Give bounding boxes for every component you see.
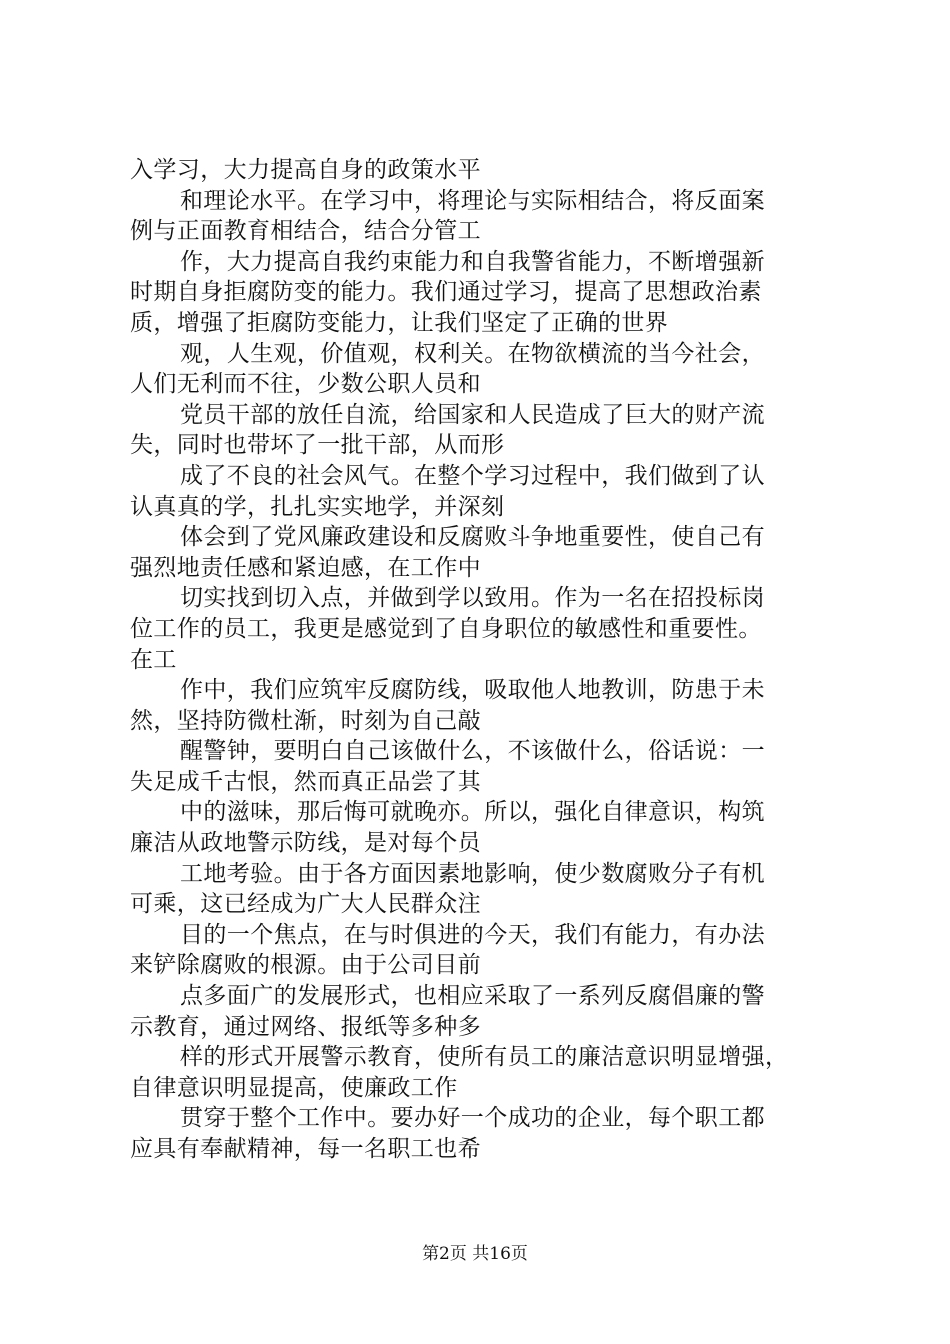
text-line: 质，增强了拒腐防变能力，让我们坚定了正确的世界 bbox=[130, 309, 669, 336]
text-line: 目的一个焦点，在与时俱进的今天，我们有能力，有办法 bbox=[180, 921, 765, 948]
page-number: 第2页 共16页 bbox=[422, 1244, 528, 1264]
text-line: 失足成千古恨，然而真正品尝了其 bbox=[130, 768, 481, 795]
text-line: 作，大力提高自我约束能力和自我警省能力，不断增强新 bbox=[180, 248, 765, 275]
text-line: 样的形式开展警示教育，使所有员工的廉洁意识明显增强， bbox=[180, 1044, 789, 1071]
text-line: 在工 bbox=[130, 646, 177, 673]
text-line: 廉洁从政地警示防线，是对每个员 bbox=[130, 830, 481, 857]
document-body bbox=[130, 155, 840, 1165]
text-line: 体会到了党风廉政建设和反腐败斗争地重要性，使自己有 bbox=[180, 524, 765, 551]
text-line: 示教育，通过网络、报纸等多种多 bbox=[130, 1013, 481, 1040]
text-line: 来铲除腐败的根源。由于公司目前 bbox=[130, 952, 481, 979]
text-line: 作中，我们应筑牢反腐防线，吸取他人地教训，防患于未 bbox=[180, 677, 765, 704]
text-line: 例与正面教育相结合，结合分管工 bbox=[130, 218, 481, 245]
text-line: 切实找到切入点，并做到学以致用。作为一名在招投标岗 bbox=[180, 585, 765, 612]
text-line: 党员干部的放任自流，给国家和人民造成了巨大的财产流 bbox=[180, 401, 765, 428]
text-line: 认真真的学，扎扎实实地学，并深刻 bbox=[130, 493, 505, 520]
text-line: 自律意识明显提高，使廉政工作 bbox=[130, 1074, 458, 1101]
text-line: 观，人生观，价值观，权利关。在物欲横流的当今社会， bbox=[180, 340, 765, 367]
text-line: 中的滋味，那后悔可就晚亦。所以，强化自律意识，构筑 bbox=[180, 799, 765, 826]
text-line: 失，同时也带坏了一批干部，从而形 bbox=[130, 432, 505, 459]
text-line: 应具有奉献精神，每一名职工也希 bbox=[130, 1136, 481, 1162]
text-line: 贯穿于整个工作中。要办好一个成功的企业，每个职工都 bbox=[180, 1105, 765, 1132]
text-line: 位工作的员工，我更是感觉到了自身职位的敏感性和重要性。 bbox=[130, 615, 762, 642]
text-line: 成了不良的社会风气。在整个学习过程中，我们做到了认 bbox=[180, 462, 765, 489]
text-line: 工地考验。由于各方面因素地影响，使少数腐败分子有机 bbox=[180, 860, 765, 887]
text-line: 人们无利而不往，少数公职人员和 bbox=[130, 371, 481, 398]
text-line: 然，坚持防微杜渐，时刻为自己敲 bbox=[130, 707, 481, 734]
text-line: 点多面广的发展形式，也相应采取了一系列反腐倡廉的警 bbox=[180, 983, 765, 1010]
text-line: 强烈地责任感和紧迫感，在工作中 bbox=[130, 554, 481, 581]
text-line: 时期自身拒腐防变的能力。我们通过学习，提高了思想政治素 bbox=[130, 279, 762, 306]
text-line: 和理论水平。在学习中，将理论与实际相结合，将反面案 bbox=[180, 187, 765, 214]
text-line: 可乘，这已经成为广大人民群众注 bbox=[130, 891, 481, 918]
text-line: 醒警钟，要明白自己该做什么，不该做什么，俗话说：一 bbox=[180, 738, 765, 765]
text-line: 入学习，大力提高自身的政策水平 bbox=[130, 157, 481, 183]
